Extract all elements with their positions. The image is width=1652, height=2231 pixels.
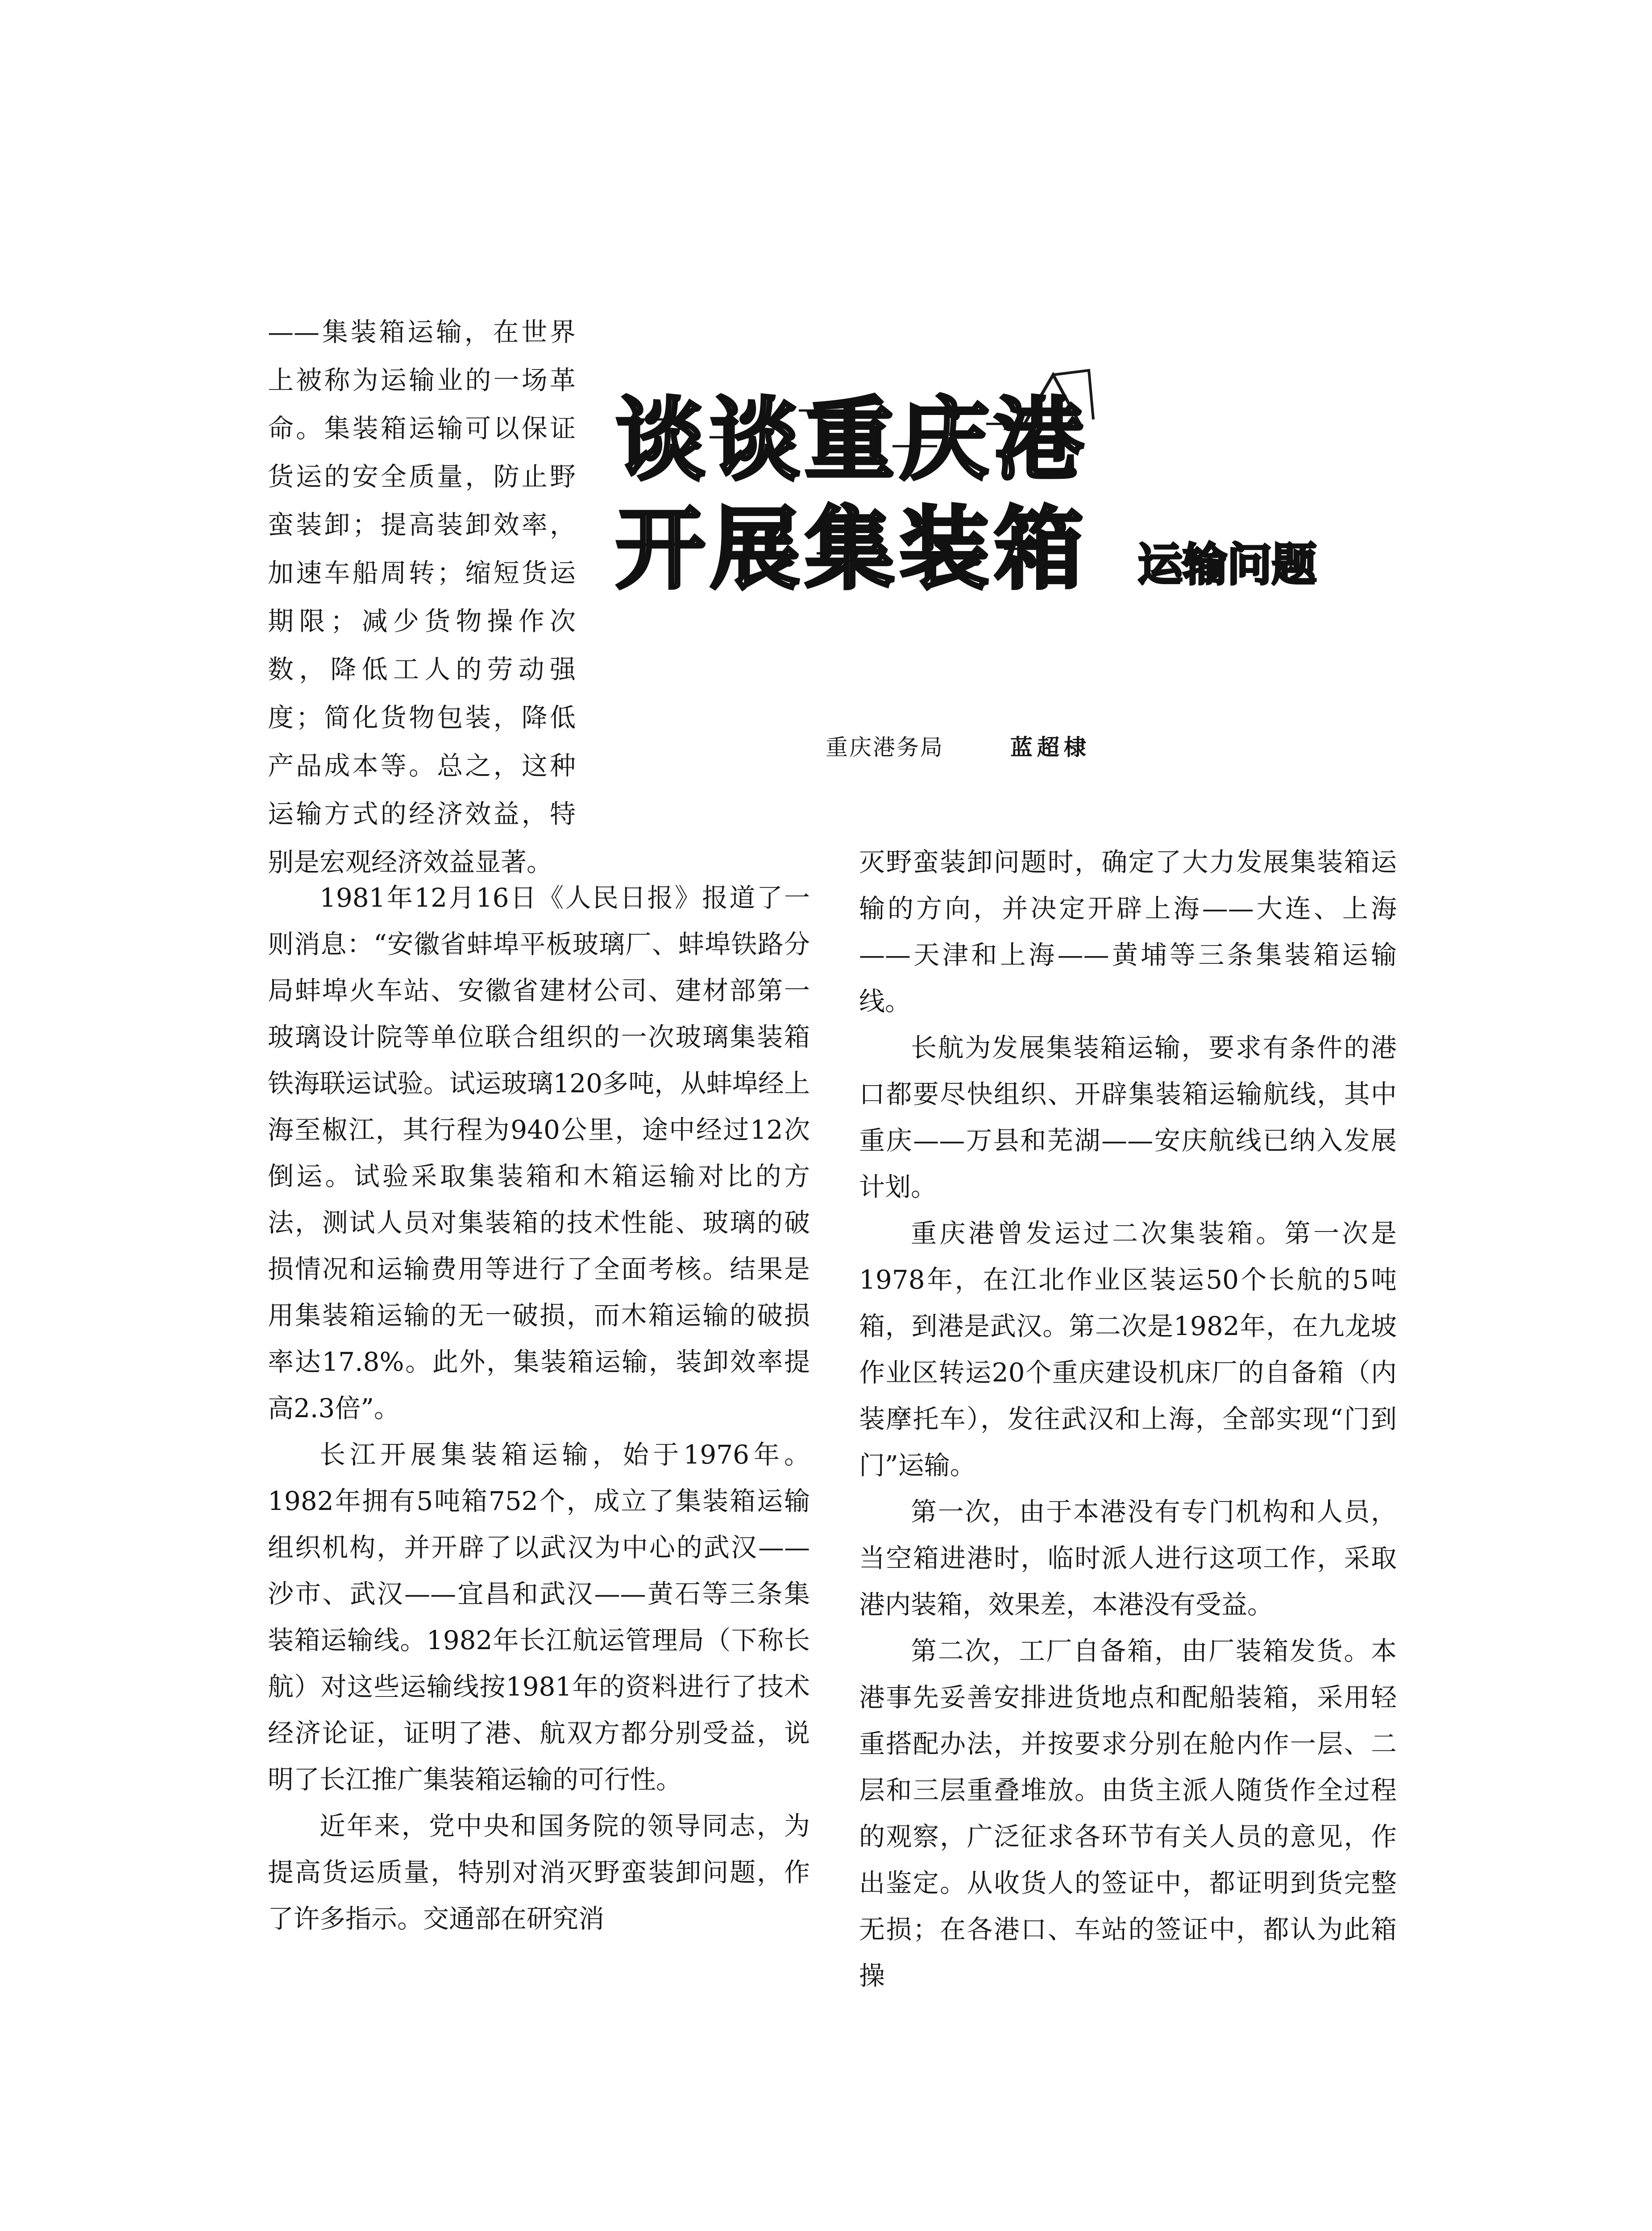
right-paragraph-5: 第二次，工厂自备箱，由厂装箱发货。本港事先妥善安排进货地点和配船装箱，采用轻重搭配办法，并按要求分别在舱内作一层、二层和三层重叠堆放。由货主派人随货作全过程的观察，广泛征求各环节有关人员的意见，作出鉴定。从收货人的签证中，都证明到货完整无损；在各港口、车站的签证中，都认为此箱操 — [859, 1636, 1397, 1991]
left-paragraph-1: 1981年12月16日《人民日报》报道了一则消息：“安徽省蚌埠平板玻璃厂、蚌埠铁路分局蚌埠火车站、安徽省建材公司、建材部第一玻璃设计院等单位联合组织的一次玻璃集装箱铁海联运试验。试运玻璃120多吨，从蚌埠经上海至椒江，其行程为940公里，途中经过12次倒运。试验采取集装箱和木箱运输对比的方法，测试人员对集装箱的技术性能、玻璃的破损情况和运输费用等进行了全面考核。结果是用集装箱运输的无一破损，而木箱运输的破损率达17.8%。此外，集装箱运输，装卸效率提高2.3倍”。 — [268, 883, 810, 1423]
right-column — [859, 839, 1397, 1999]
left-column — [268, 875, 810, 1942]
byline-organization: 重庆港务局 — [826, 734, 944, 760]
title-line3: 运输问题 — [1138, 539, 1316, 591]
right-paragraph-3: 重庆港曾发运过二次集装箱。第一次是1978年，在江北作业区装运50个长航的5吨箱，到港是武汉。第二次是1982年，在九龙坡作业区转运20个重庆建设机床厂的自备箱（内装摩托车），发往武汉和上海，全部实现“门到门”运输。 — [859, 1218, 1397, 1480]
title-line2: 开展集装箱 — [616, 498, 1089, 601]
title-line1: 谈谈重庆港 — [616, 388, 1089, 492]
right-paragraph-4: 第一次，由于本港没有专门机构和人员，当空箱进港时，临时派人进行这项工作，采取港内装箱，效果差，本港没有受益。 — [859, 1497, 1397, 1620]
left-paragraph-3: 近年来，党中央和国务院的领导同志，为提高货运质量，特别对消灭野蛮装卸问题，作了许多指示。交通部在研究消 — [268, 1811, 810, 1934]
title-artwork — [607, 357, 1366, 669]
intro-paragraph: ——集装箱运输，在世界上被称为运输业的一场革命。集装箱运输可以保证货运的安全质量，防止野蛮装卸；提高装卸效率，加速车船周转；缩短货运期限；减少货物操作次数，降低工人的劳动强度；简化货物包装，降低产品成本等。总之，这种运输方式的经济效益，特别是宏观经济效益显著。 — [268, 317, 576, 877]
title-svg — [607, 357, 1366, 669]
left-paragraph-2: 长江开展集装箱运输，始于1976年。1982年拥有5吨箱752个，成立了集装箱运输组织机构，并开辟了以武汉为中心的武汉——沙市、武汉——宜昌和武汉——黄石等三条集装箱运输线。1982年长江航运管理局（下称长航）对这些运输线按1981年的资料进行了技术经济论证，证明了港、航双方都分别受益，说明了长江推广集装箱运输的可行性。 — [268, 1439, 810, 1795]
right-paragraph-2: 长航为发展集装箱运输，要求有条件的港口都要尽快组织、开辟集装箱运输航线，其中重庆——万县和芜湖——安庆航线已纳入发展计划。 — [859, 1033, 1397, 1202]
byline — [826, 730, 1091, 762]
intro-paragraph-block — [268, 308, 576, 886]
byline-author: 蓝超棣 — [1010, 734, 1091, 760]
right-paragraph-1: 灭野蛮装卸问题时，确定了大力发展集装箱运输的方向，并决定开辟上海——大连、上海——天津和上海——黄埔等三条集装箱运输线。 — [859, 847, 1397, 1016]
